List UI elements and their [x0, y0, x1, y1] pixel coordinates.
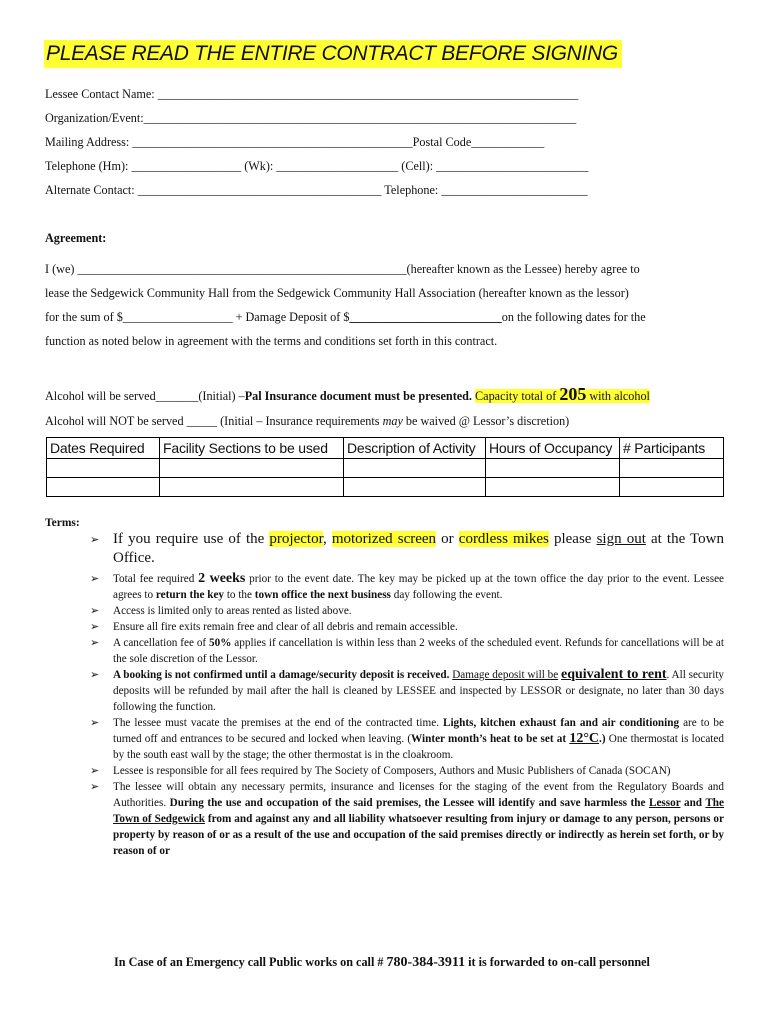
arrow-bullet-icon: ➢ [90, 669, 100, 681]
liability-text: During the use and occupation of the said premises, the Lessee will identify and save harmless the [169, 797, 649, 809]
term-text: and [680, 797, 706, 809]
header-facility-sections: Facility Sections to be used [160, 438, 344, 459]
term-text: day following the event. [390, 589, 503, 601]
table-cell[interactable] [486, 459, 620, 478]
may-word: may [382, 414, 403, 428]
term-text: at the Town Office. [113, 531, 725, 566]
emergency-phone: 780-384-3911 [386, 955, 466, 970]
temperature-text: 12°C [569, 731, 600, 746]
emergency-footer [114, 955, 650, 971]
capacity-note [475, 384, 650, 404]
table-cell[interactable] [47, 478, 160, 497]
table-cell[interactable] [160, 478, 344, 497]
alcohol-not-served-tail: be waived @ Lessor’s discretion) [402, 414, 570, 428]
schedule-table [46, 437, 724, 497]
term-text: prior to the event date. The key may be picked up at the town office the day prior to the event. Lessee agrees to [113, 573, 724, 601]
cordless-mikes-highlight: cordless mikes [458, 531, 549, 547]
term-text: One thermostat is located by the south east wall by the stage; the other thermostat is in the cloakroom. [113, 733, 724, 761]
term-text: , [322, 531, 332, 547]
postal-code-field[interactable]: Postal Code____________ [412, 135, 545, 149]
capacity-label: Capacity total of [475, 389, 560, 403]
lights-fan-ac-text: Lights, kitchen exhaust fan and air conditioning [442, 717, 680, 729]
agreement-line-3-tail: on the following dates for the [501, 310, 646, 324]
arrow-bullet-icon: ➢ [90, 781, 100, 793]
table-cell[interactable] [160, 459, 344, 478]
mailing-address-row [45, 135, 544, 150]
list-item [90, 763, 724, 779]
organization-event-field[interactable]: Organization/Event:_______________________________________________________________________ [45, 111, 577, 125]
term-text: The lessee must vacate the premises at the end of the contracted time. [113, 717, 443, 729]
arrow-bullet-icon: ➢ [90, 621, 100, 633]
term-text: or [436, 531, 459, 547]
telephone-fields[interactable]: Telephone (Hm): __________________ (Wk): ____________________ (Cell): _________________________ [45, 159, 589, 173]
header-hours-occupancy: Hours of Occupancy [486, 438, 620, 459]
alcohol-served-initial-field[interactable]: Alcohol will be served_______(Initial) – [45, 389, 245, 403]
list-item [90, 715, 724, 763]
header-dates-required: Dates Required [47, 438, 160, 459]
lessor-text: Lessor [648, 797, 681, 809]
term-text: Ensure all fire exits remain free and clear of all debris and remain accessible. [113, 621, 458, 633]
schedule-header-row [47, 438, 724, 459]
term-text: Lessee is responsible for all fees required by The Society of Composers, Authors and Music Publishers of Canada (SOCAN) [113, 765, 671, 777]
liability-text: from and against any and all liability whatsoever resulting from injury or damage to any person, persons or property by reason of or as a result of the use and occupation of the said premises directly or indirectly as herein set forth, or by reason of or [113, 813, 724, 857]
lessee-contact-name-field[interactable]: Lessee Contact Name: _____________________________________________________________________ [45, 87, 579, 101]
pal-insurance-note: Pal Insurance document must be presented. [244, 389, 472, 403]
list-item [90, 571, 724, 603]
term-text: please [548, 531, 597, 547]
table-cell[interactable] [344, 478, 486, 497]
term-text: . All security deposits will be refunded by mail after the hall is cleaned by LESSEE and inspected by LESSOR or designate, no later than 30 days following the function. [113, 669, 725, 713]
alternate-contact-field[interactable]: Alternate Contact: ________________________________________ Telephone: ________________________ [45, 183, 588, 197]
table-cell[interactable] [486, 478, 620, 497]
agreement-line-2: lease the Sedgewick Community Hall from the Sedgewick Community Hall Association (hereafter known as the lessor) [45, 286, 629, 300]
town-office-text: town office the next business [254, 589, 391, 601]
sum-field[interactable]: for the sum of $__________________ + Damage Deposit of $ [45, 310, 350, 324]
return-key-text: return the key [155, 589, 225, 601]
sign-out-text: sign out [596, 531, 646, 547]
arrow-bullet-icon: ➢ [90, 637, 100, 649]
arrow-bullet-icon: ➢ [90, 534, 100, 546]
agreement-line-3 [45, 310, 646, 325]
table-cell[interactable] [620, 478, 724, 497]
winter-heat-text: Winter month’s heat to be set at [411, 733, 570, 745]
equivalent-to-rent-text: equivalent to rent [561, 667, 667, 682]
arrow-bullet-icon: ➢ [90, 573, 100, 585]
header-participants: # Participants [620, 438, 724, 459]
term-text: The lessee will obtain any necessary permits, insurance and licenses for the staging of the event from the Regulatory Boards and Authorities. [113, 781, 724, 809]
term-text: are to be turned off and entrances to be secured and locked when leaving. ( [113, 717, 724, 745]
arrow-bullet-icon: ➢ [90, 765, 100, 777]
arrow-bullet-icon: ➢ [90, 717, 100, 729]
list-item [90, 530, 724, 568]
agreement-line-4: function as noted below in agreement with the terms and conditions set forth in this contract. [45, 334, 498, 348]
terms-heading: Terms: [45, 517, 80, 529]
capacity-number: 205 [559, 384, 587, 404]
list-item [90, 603, 724, 619]
header-description-activity: Description of Activity [344, 438, 486, 459]
alcohol-not-served-row[interactable] [45, 414, 569, 429]
list-item [90, 667, 724, 715]
fifty-percent-text: 50% [209, 637, 232, 649]
list-item [90, 635, 724, 667]
table-row [47, 459, 724, 478]
table-row [47, 478, 724, 497]
damage-deposit-field[interactable]: _________________________ [349, 310, 502, 324]
booking-not-confirmed-text: A booking is not confirmed until a damage/security deposit is received. [113, 669, 450, 681]
table-cell[interactable] [47, 459, 160, 478]
town-of-sedgewick-text: The Town of Sedgewick [113, 797, 724, 825]
list-item [90, 619, 724, 635]
damage-deposit-text: Damage deposit will be [452, 669, 559, 681]
terms-list [90, 530, 724, 859]
projector-highlight: projector [269, 531, 323, 547]
alcohol-not-served-text: Alcohol will NOT be served _____ (Initial – Insurance requirements [45, 414, 383, 428]
footer-text: In Case of an Emergency call Public works on call # [114, 955, 387, 969]
table-cell[interactable] [620, 459, 724, 478]
footer-text: it is forwarded to on-call personnel [465, 955, 650, 969]
table-cell[interactable] [344, 459, 486, 478]
term-text: Access is limited only to areas rented as listed above. [113, 605, 352, 617]
term-text: Total fee required [113, 573, 199, 585]
alcohol-served-row [45, 384, 650, 405]
term-text: If you require use of the [113, 531, 270, 547]
term-text: to the [224, 589, 255, 601]
agreement-line-1[interactable]: I (we) ______________________________________________________(hereafter known as the Lessee) hereby agree to [45, 262, 640, 276]
page-title: PLEASE READ THE ENTIRE CONTRACT BEFORE SIGNING [44, 40, 622, 68]
capacity-suffix: with alcohol [586, 389, 650, 403]
motorized-screen-highlight: motorized screen [331, 531, 437, 547]
term-text: .) [599, 733, 606, 745]
arrow-bullet-icon: ➢ [90, 605, 100, 617]
term-text: applies if cancellation is within less than 2 weeks of the scheduled event. Refunds for cancellations will be at the sole discretion of the Lessor. [113, 637, 724, 665]
list-item [90, 779, 724, 859]
two-weeks-text: 2 weeks [198, 571, 246, 586]
term-text: A cancellation fee of [113, 637, 210, 649]
mailing-address-field[interactable]: Mailing Address: ______________________________________________ [45, 135, 413, 149]
agreement-heading: Agreement: [45, 231, 107, 245]
